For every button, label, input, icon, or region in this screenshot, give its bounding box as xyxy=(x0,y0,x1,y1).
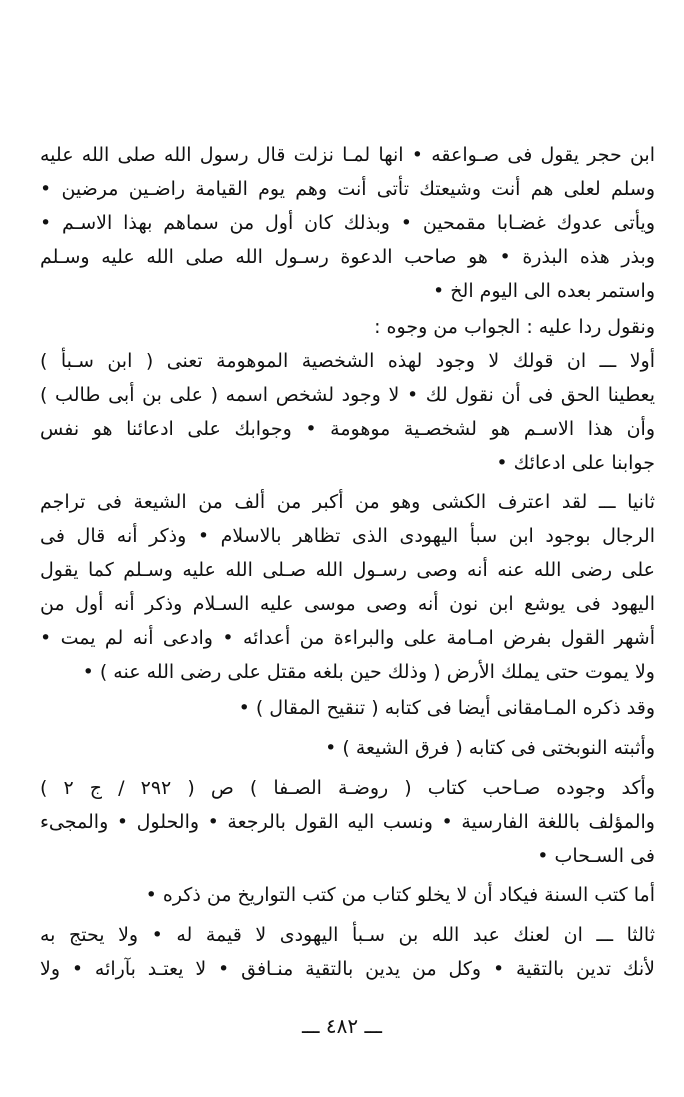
text-line: ويأتى عدوك غضـابا مقمحين • وبذلك كان أول من سماهم بهذا الاسـم • xyxy=(40,212,655,234)
text-line: ابن حجر يقول فى صـواعقه • انها لمـا نزلت قال رسول الله صلى الله عليه xyxy=(40,144,655,166)
text-line: أشهر القول بفرض امـامة على والبراءة من أعدائه • وادعى أنه لم يمت • xyxy=(40,627,655,649)
text-line: ولا يموت حتى يملك الأرض ( وذلك حين بلغه مقتل على رضى الله عنه ) • xyxy=(82,661,655,683)
page-number: ـــ ٤٨٢ ـــ xyxy=(301,1014,383,1038)
text-line: وأثبته النوبختى فى كتابه ( فرق الشيعة ) • xyxy=(325,737,655,759)
text-line: الرجال بوجود ابن سبأ اليهودى الذى تظاهر بالاسلام • وذكر أنه قال فى xyxy=(40,525,655,547)
paragraph-second-reply xyxy=(40,485,655,689)
text-line: ثالثا ـــ ان لعنك عبد الله بن سـبأ اليهودى لا قيمة له • ولا يحتج به xyxy=(40,924,655,946)
text-line: على رضى الله عنه أنه وصى رسـول الله صـلى الله عليه وسـلم كما يقول xyxy=(40,559,655,581)
text-line: يعطينا الحق فى أن نقول لك • لا وجود لشخص اسمه ( على بن أبى طالب ) xyxy=(40,384,655,406)
text-line: وقد ذكره المـامقانى أيضا فى كتابه ( تنقيح المقال ) • xyxy=(238,697,655,719)
text-line: أما كتب السنة فيكاد أن لا يخلو كتاب من كتب التواريخ من ذكره • xyxy=(145,884,655,906)
text-line: ثانيا ـــ لقد اعترف الكشى وهو من أكبر من ألف من الشيعة فى تراجم xyxy=(40,491,655,513)
text-line: وأن هذا الاسـم هو لشخصـية موهومة • وجوابك على ادعائنا هو نفس xyxy=(40,418,655,440)
paragraph-quote xyxy=(40,138,655,308)
paragraph-third-reply xyxy=(40,918,655,986)
text-line: وسلم لعلى هم أنت وشيعتك تأتى أنت وهم يوم القيامة راضـين مرضين • xyxy=(40,178,655,200)
paragraph-rawdat-al-safa xyxy=(40,771,655,873)
paragraph-nawbakhti xyxy=(40,731,655,765)
text-line: واستمر بعده الى اليوم الخ • xyxy=(433,280,655,302)
text-line: والمؤلف باللغة الفارسية • ونسب اليه القول بالرجعة • والحلول • والمجىء xyxy=(40,811,655,833)
text-line: أولا ـــ ان قولك لا وجود لهذه الشخصية الموهومة تعنى ( ابن سـبأ ) xyxy=(40,350,655,372)
text-line: لأنك تدين بالتقية • وكل من يدين بالتقية منـافق • لا يعتـد بآرائه • ولا xyxy=(40,958,655,980)
paragraph-first-reply xyxy=(40,310,655,480)
text-line: وبذر هذه البذرة • هو صاحب الدعوة رسـول الله صلى الله عليه وسـلم xyxy=(40,246,655,268)
paragraph-sunna-books xyxy=(40,878,655,912)
text-line: فى السـحاب • xyxy=(537,845,655,867)
paragraph-mamaqani xyxy=(40,691,655,725)
text-line: جوابنا على ادعائك • xyxy=(496,452,655,474)
text-line: وأكد وجوده صـاحب كتاب ( روضـة الصـفا ) ص ( ٢٩٢ / ج ٢ ) xyxy=(40,777,655,799)
text-line: ونقول ردا عليه : الجواب من وجوه : xyxy=(374,316,655,338)
text-line: اليهود فى يوشع ابن نون أنه وصى موسى عليه السـلام وذكر أنه أول من xyxy=(40,593,655,615)
